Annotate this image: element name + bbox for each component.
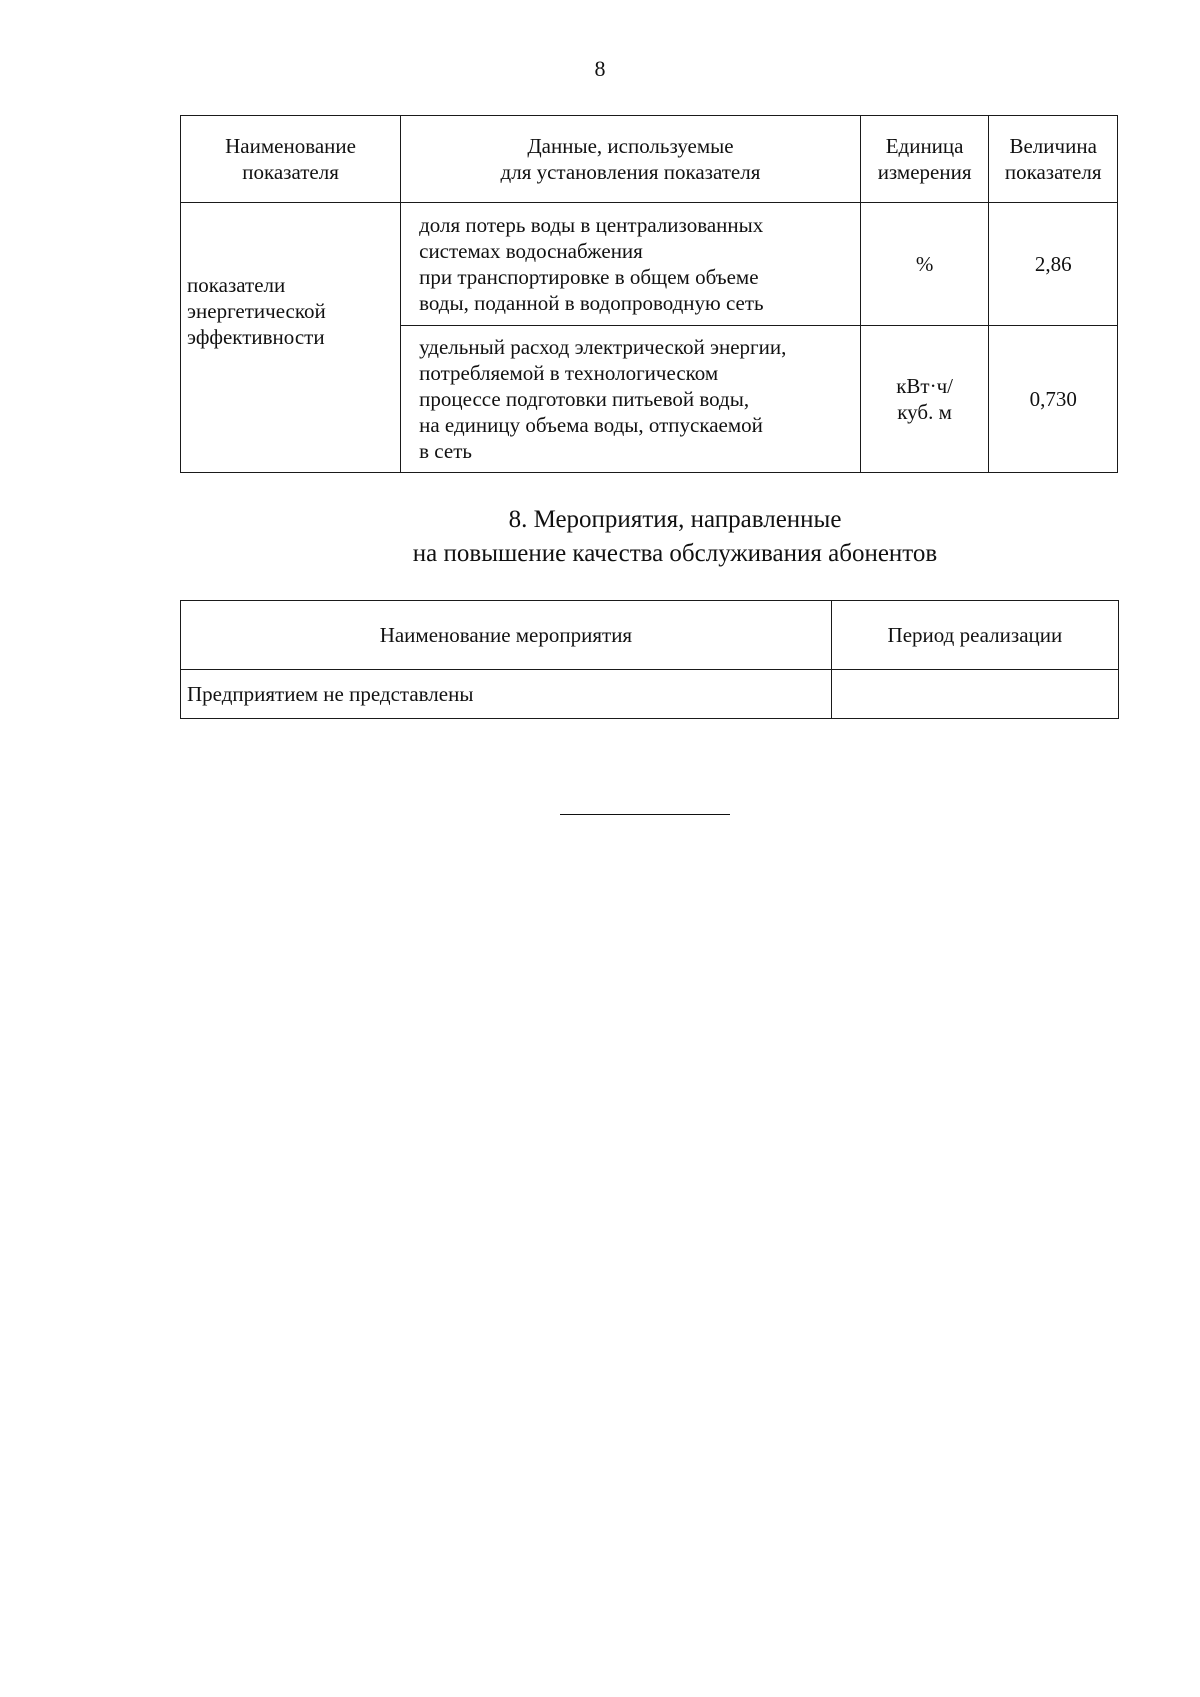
data-line: при транспортировке в общем объеме [419, 265, 759, 289]
indicator-unit-cell [860, 203, 989, 326]
section-heading-line: 8. Мероприятия, направленные [508, 506, 842, 533]
indicator-group-name [181, 203, 401, 473]
indicator-data-cell [401, 203, 861, 326]
data-line: доля потерь воды в централизованных [419, 213, 764, 237]
group-name-line: показатели [187, 272, 286, 297]
unit-line: кВт·ч/ [896, 374, 953, 398]
indicators-header-row [181, 116, 1118, 203]
unit-line: % [915, 252, 934, 276]
header-unit-line: Единица [885, 134, 964, 158]
header-value-line: показателя [1004, 160, 1102, 184]
data-line: процессе подготовки питьевой воды, [419, 387, 750, 411]
table-row [181, 203, 1118, 326]
indicator-value-cell: 2,86 [989, 203, 1118, 326]
indicators-table [180, 115, 1118, 473]
measure-name-cell: Предприятием не представлены [181, 670, 832, 719]
data-line: системах водоснабжения [419, 239, 643, 263]
data-line: на единицу объема воды, отпускаемой [419, 413, 763, 437]
header-unit [860, 116, 989, 203]
measure-period-cell [831, 670, 1118, 719]
page-number: 8 [594, 56, 606, 81]
header-indicator-data-line: Данные, используемые [527, 134, 734, 158]
group-name-line: энергетической [187, 298, 326, 323]
header-indicator-name [181, 116, 401, 203]
indicator-unit-cell [860, 326, 989, 473]
indicator-value-cell: 0,730 [989, 326, 1118, 473]
header-value [989, 116, 1118, 203]
header-unit-line: измерения [877, 160, 972, 184]
data-line: потребляемой в технологическом [419, 361, 719, 385]
data-line: воды, поданной в водопроводную сеть [419, 291, 764, 315]
indicator-data-cell [401, 326, 861, 473]
section-heading [0, 503, 1200, 571]
measures-header-row [181, 601, 1119, 670]
table-row [181, 670, 1119, 719]
section-heading-line: на повышение качества обслуживания абонентов [412, 540, 938, 567]
end-divider [560, 814, 730, 815]
header-indicator-data-line: для установления показателя [500, 160, 761, 184]
header-value-line: Величина [1009, 134, 1097, 158]
data-line: в сеть [419, 439, 472, 463]
header-indicator-name-line: Наименование [225, 134, 356, 158]
unit-line: куб. м [897, 400, 952, 424]
measures-table [180, 600, 1119, 719]
group-name-line: эффективности [187, 324, 325, 349]
header-period: Период реализации [831, 601, 1118, 670]
header-measure-name: Наименование мероприятия [181, 601, 832, 670]
data-line: удельный расход электрической энергии, [419, 335, 787, 359]
header-indicator-data [401, 116, 861, 203]
header-indicator-name-line: показателя [242, 160, 339, 184]
